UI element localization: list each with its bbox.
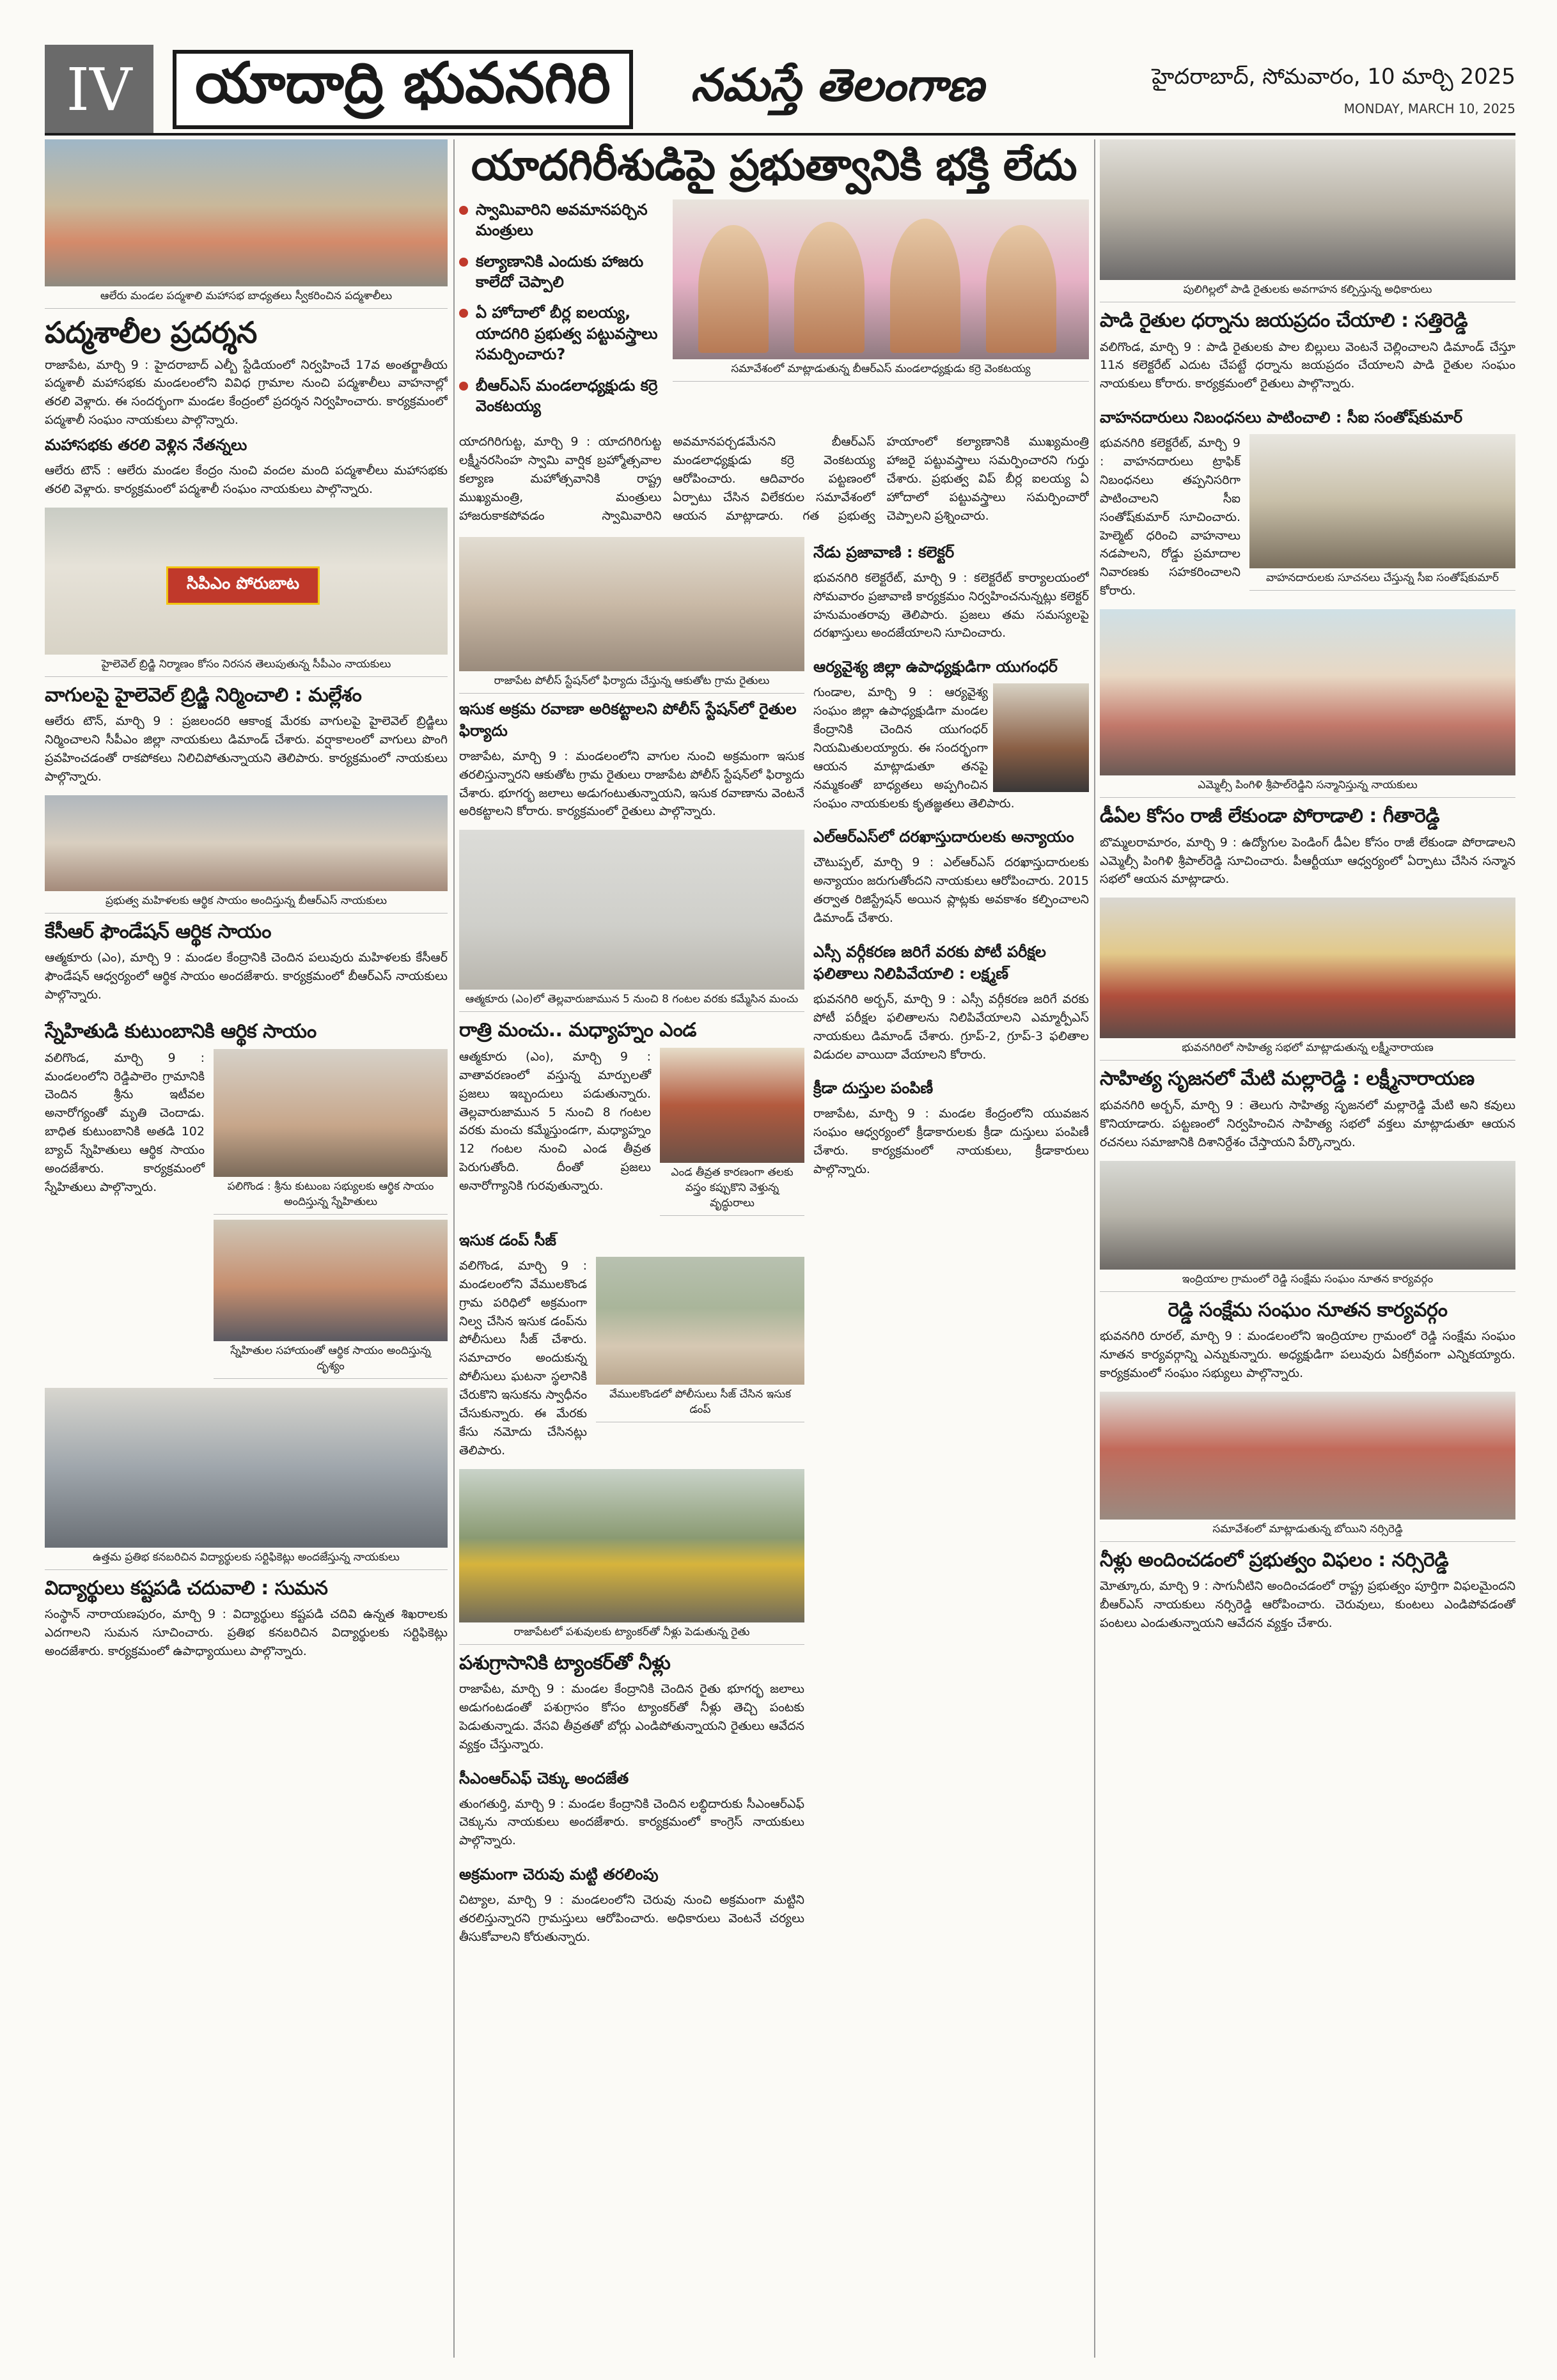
photo-students [45,1388,448,1548]
person-figure [890,219,960,353]
photo-caption: సమావేశంలో మాట్లాడుతున్న బోయిని నర్సిరెడ్డి [1100,1520,1515,1542]
column-left [45,139,448,2358]
photo-aid [45,795,448,891]
photo-protest [45,508,448,655]
article-body: భువనగిరి రూరల్, మార్చి 9 : మండలంలోని ఇంద్రియాల గ్రామంలో రెడ్డి సంక్షేమ సంఘం నూతన కార్యవర్గాన్ని ఎన్నుకున్నారు. అధ్యక్షుడిగా పలువురు ఏకగ్రీవంగా ఎన్నికయ్యారు. కార్యక్రమంలో సంఘం సభ్యులు పాల్గొన్నారు. [1100,1329,1515,1380]
headline: విద్యార్థులు కష్టపడి చదువాలి : సుమన [45,1576,328,1599]
story-sand-seize [459,1225,804,1460]
subheadline: మహాసభకు తరలి వెళ్లిన నేతన్నలు [45,436,247,455]
edition-title: యాదాద్రి భువనగిరి [173,50,633,129]
story-students [45,1388,448,1661]
story-friend-aid [45,1013,448,1379]
column-right [1100,139,1515,2358]
lead-headline: యాదగిరీశుడిపై ప్రభుత్వానికి భక్తి లేదు [471,141,1077,190]
photo-fog [459,830,804,990]
bullet-item: స్వామివారిని అవమానపర్చిన మంత్రులు [459,199,664,241]
story-traffic [1100,402,1515,600]
column-center [459,139,1089,2358]
masthead [45,45,1515,134]
article-body: బొమ్మలరామారం, మార్చి 9 : ఉద్యోగుల పెండింగ్ డీఏల కోసం రాజీ లేకుండా పోరాడాలని ఎమ్మెల్సీ పింగిళి శ్రీపాల్‌రెడ్డి సూచించారు. పీఆర్టీయూ ఆధ్వర్యంలో ఏర్పాటు చేసిన సన్మాన సభలో ఆయన మాట్లాడారు. [1100,835,1515,887]
article-body: రాజాపేట, మార్చి 9 : హైదరాబాద్ ఎల్బీ స్టేడియంలో నిర్వహించే 17వ అంతర్జాతీయ పద్మశాలీ మహాసభకు మండలంలోని వివిధ గ్రామాల నుంచి పద్మశాలీలు వాహనాల్లో తరలి వెళ్లారు. ఈ సందర్భంగా మండల కేంద్రంలో ప్రదర్శన నిర్వహించారు. కార్యక్రమంలో పద్మశాలీ సంఘం నాయకులు పాల్గొన్నారు. [45,357,448,428]
masthead-rule [45,133,1515,136]
headline: పశుగ్రాసానికి ట్యాంకర్‌తో నీళ్లు [459,1651,671,1674]
headline: నేడు ప్రజావాణి : కలెక్టర్ [813,543,955,561]
photo-sand-dump [596,1257,804,1385]
story-da [1100,609,1515,889]
photo-caption: రాజాపేట పోలీస్ స్టేషన్‌లో ఫిర్యాదు చేస్తున్న ఆకుతోట గ్రామ రైతులు [459,671,804,694]
story-kcr-foundation [45,795,448,1004]
photo-caption: పులిగిల్లలో పాడి రైతులకు అవగాహన కల్పిస్తున్న అధికారులు [1100,280,1515,302]
lead-bullets [459,199,664,427]
photo-caption: స్నేహితుల సహాయంతో ఆర్థిక సాయం అందిస్తున్న దృశ్యం [214,1341,448,1379]
story-tanker [459,1469,804,1754]
page-number: IV [45,45,153,134]
headline: రెడ్డి సంక్షేమ సంఘం నూతన కార్యవర్గం [1168,1298,1448,1321]
date-english: MONDAY, MARCH 10, 2025 [1343,101,1515,116]
headline: సాహిత్య సృజనలో మేటి మల్లారెడ్డి : లక్ష్మీనారాయణ [1100,1068,1475,1091]
photo-caption: పలిగొండ : శ్రీను కుటుంబ సభ్యులకు ఆర్థిక సాయం అందిస్తున్న స్నేహితులు [214,1177,448,1215]
photo-caption: ఆలేరు మండల పద్మశాలి మహాసభ బాధ్యతలు స్వీకరించిన పద్మశాలీలు [45,286,448,309]
photo-group [1100,1161,1515,1270]
photo-police-station [459,537,804,671]
article-body: వలిగొండ, మార్చి 9 : పాడి రైతులకు పాల బిల్లులు వెంటనే చెల్లించాలని డిమాండ్ చేస్తూ 11న కలెక్టరేట్ ఎదుట చేపట్టే ధర్నాను జయప్రదం చేయాలని పాడి రైతుల సంఘం నాయకులు కోరారు. కార్యక్రమంలో రైతులు పాల్గొన్నారు. [1100,339,1515,391]
article-body: చౌటుప్పల్, మార్చి 9 : ఎల్ఆర్ఎస్ దరఖాస్తుదారులకు అన్యాయం జరుగుతోందని నాయకులు ఆరోపించారు. 2015 తర్వాత రిజిస్ట్రేషన్ అయిన ప్లాట్లకు అవకాశం కల్పించాలని డిమాండ్ చేశారు. [813,855,1089,926]
article-body: ఆలేరు టౌన్, మార్చి 9 : ప్రజలందరి ఆకాంక్ష మేరకు వాగులపై హైలెవెల్ బ్రిడ్జిలు నిర్మించాలని సీపీఎం జిల్లా నాయకులు డిమాండ్ చేశారు. వర్షాకాలంలో వాగులు పొంగి ప్రవహించడంతో రాకపోకలు నిలిచిపోతున్నాయని తెలిపారు. కార్యక్రమంలో నాయకులు పాల్గొన్నారు. [45,714,448,784]
photo-caption: ప్రభుత్వ మహిళలకు ఆర్థిక సాయం అందిస్తున్న బీఆర్ఎస్ నాయకులు [45,891,448,914]
story-padmashali [45,139,448,499]
bullet-item: కల్యాణానికి ఎందుకు హాజరు కాలేదో చెప్పాలి [459,251,664,293]
headline: సీఎంఆర్ఎఫ్ చెక్కు అందజేత [459,1769,629,1787]
photo-friends-group [214,1220,448,1341]
story-cmrf [459,1763,804,1851]
story-soil [459,1859,804,1947]
article-body: రాజాపేట, మార్చి 9 : మండల కేంద్రంలోని యువజన సంఘం ఆధ్వర్యంలో క్రీడాకారులకు క్రీడా దుస్తులు పంపిణీ చేశారు. కార్యక్రమంలో నాయకులు, క్రీడాకారులు పాల్గొన్నారు. [813,1107,1089,1177]
person-figure [698,225,769,353]
headline: క్రీడా దుస్తుల పంపిణీ [813,1079,934,1098]
paper-name: నమస్తే తెలంగాణ [691,59,984,111]
photo-elderly-woman [660,1048,804,1163]
photo-traffic [1249,434,1515,568]
date-telugu: హైదరాబాద్, సోమవారం, 10 మార్చి 2025 [1152,64,1515,89]
photo-dairy [1100,139,1515,280]
photo-caption: రాజాపేటలో పశువులకు ట్యాంకర్‌తో నీళ్లు పెడుతున్న రైతు [459,1622,804,1645]
story-literature [1100,898,1515,1151]
headline: అక్రమంగా చెరువు మట్టి తరలింపు [459,1865,659,1884]
headline: స్నేహితుడి కుటుంబానికి ఆర్థిక సాయం [45,1020,317,1043]
story-yugandhar [813,651,1089,813]
article-body: ఆత్మకూరు (ఎం), మార్చి 9 : మండల కేంద్రానికి చెందిన పలువురు మహిళలకు కేసీఆర్ ఫౌండేషన్ ఆధ్వర్యంలో ఆర్థిక సాయం అందజేశారు. కార్యక్రమంలో బీఆర్ఎస్ నాయకులు పాల్గొన్నారు. [45,951,448,1002]
photo-caption: భువనగిరిలో సాహిత్య సభలో మాట్లాడుతున్న లక్ష్మీనారాయణ [1100,1038,1515,1061]
article-body: తుంగతుర్తి, మార్చి 9 : మండల కేంద్రానికి చెందిన లబ్ధిదారుకు సీఎంఆర్ఎఫ్ చెక్కును నాయకులు అందజేశారు. కార్యక్రమంలో కాంగ్రెస్ నాయకులు పాల్గొన్నారు. [459,1796,804,1848]
headline: డీఏల కోసం రాజీ లేకుండా పోరాడాలి : గీతారెడ్డి [1100,805,1440,828]
photo-caption: సమావేశంలో మాట్లాడుతున్న బీఆర్ఎస్ మండలాధ్యక్షుడు కర్రె వెంకటయ్య [673,359,1089,382]
article-body: భువనగిరి అర్బన్, మార్చి 9 : తెలుగు సాహిత్య సృజనలో మల్లారెడ్డి మేటి అని కవులు కొనియాడారు. పట్టణంలో నిర్వహించిన సాహిత్య సభలో వక్తలు మాట్లాడుతూ ఆయన రచనలు సమాజానికి దిశానిర్దేశం చేస్తాయని పేర్కొన్నారు. [1100,1098,1515,1149]
article-body: భువనగిరి కలెక్టరేట్, మార్చి 9 : కలెక్టరేట్ కార్యాలయంలో సోమవారం ప్రజావాణి కార్యక్రమం నిర్వహించనున్నట్లు కలెక్టర్ హనుమంతరావు తెలిపారు. ప్రజలు తమ సమస్యలపై దరఖాస్తులు అందజేయాలని సూచించారు. [813,570,1089,641]
photo-caption: హైలెవెల్ బ్రిడ్జి నిర్మాణం కోసం నిరసన తెలుపుతున్న సీపీఎం నాయకులు [45,655,448,677]
lead-body: యాదగిరిగుట్ట, మార్చి 9 : యాదగిరిగుట్ట లక్ష్మీనరసింహ స్వామి వార్షిక బ్రహ్మోత్సవాల కల్యాణ మహోత్సవానికి రాష్ట్ర ముఖ్యమంత్రి, మంత్రులు హాజరుకాకపోవడం స్వామివారిని అవమానపర్చడమేనని బీఆర్ఎస్ మండలాధ్యక్షుడు కర్రె వెంకటయ్య ఆరోపించారు. ఆదివారం పట్టణంలో ఏర్పాటు చేసిన విలేకరుల సమావేశంలో ఆయన మాట్లాడారు. గత ప్రభుత్వ హయాంలో కల్యాణానికి ముఖ్యమంత్రి హాజరై పట్టువస్త్రాలు సమర్పించారని గుర్తు చేశారు. ప్రభుత్వ విప్ బీర్ల ఐలయ్య ఏ హోదాలో పట్టువస్త్రాలు సమర్పించారో చెప్పాలని ప్రశ్నించారు. [459,435,1089,523]
protest-banner: సిపిఎం పోరుబాట [166,566,320,605]
bullet-item: బీఆర్ఎస్ మండలాధ్యక్షుడు కర్రె వెంకటయ్య [459,375,664,417]
article-body: వలిగొండ, మార్చి 9 : మండలంలోని రెడ్డిపాలెం గ్రామానికి చెందిన శ్రీను ఇటీవల అనారోగ్యంతో మృతి చెందాడు. బాధిత కుటుంబానికి అతడి 102 బ్యాచ్ స్నేహితులు ఆర్థిక సాయం అందజేశారు. కార్యక్రమంలో స్నేహితులు పాల్గొన్నారు. [45,1050,205,1194]
article-body: భువనగిరి అర్బన్, మార్చి 9 : ఎస్సీ వర్గీకరణ జరిగే వరకు పోటీ పరీక్షల ఫలితాలను నిలిపివేయాలని ఎమ్మార్పీఎస్ నాయకులు డిమాండ్ చేశారు. గ్రూప్-2, గ్రూప్-3 ఫలితాల విడుదల వాయిదా వేయాలని కోరారు. [813,992,1089,1062]
photo-caption: ఇంద్రియాల గ్రామంలో రెడ్డి సంక్షేమ సంఘం నూతన కార్యవర్గం [1100,1270,1515,1292]
story-water [1100,1392,1515,1633]
photo-meeting [1100,1392,1515,1520]
photo-felicitation [1100,609,1515,775]
headline: ఆర్యవైశ్య జిల్లా ఉపాధ్యక్షుడిగా యుగంధర్ [813,658,1058,676]
column-divider [1094,139,1095,2358]
headline: ఎల్ఆర్ఎస్‌లో దరఖాస్తుదారులకు అన్యాయం [813,828,1074,846]
article-body: రాజాపేట, మార్చి 9 : మండల కేంద్రానికి చెందిన రైతు భూగర్భ జలాలు అడుగంటడంతో పశుగ్రాసం కోసం ట్యాంకర్‌తో నీళ్లు తెచ్చి పంటకు పెడుతున్నాడు. వేసవి తీవ్రతతో బోర్లు ఎండిపోతున్నాయని రైతులు ఆవేదన వ్యక్తం చేస్తున్నారు. [459,1682,804,1752]
person-figure [794,222,865,353]
headline: వాగులపై హైలెవెల్ బ్రిడ్జి నిర్మించాలి : మల్లేశం [45,683,362,706]
article-body: మోత్కూరు, మార్చి 9 : సాగునీటిని అందించడంలో రాష్ట్ర ప్రభుత్వం పూర్తిగా విఫలమైందని బీఆర్ఎస్ నాయకులు నర్సిరెడ్డి ఆరోపించారు. చెరువులు, కుంటలు ఎండిపోవడంతో పంటలు ఎండుతున్నాయని ఆవేదన వ్యక్తం చేశారు. [1100,1579,1515,1631]
story-dairy-farmers [1100,139,1515,393]
article-body: వలిగొండ, మార్చి 9 : మండలంలోని వేములకొండ గ్రామ పరిధిలో అక్రమంగా నిల్వ చేసిన ఇసుక డంప్‌ను పోలీసులు సీజ్ చేశారు. సమాచారం అందుకున్న పోలీసులు ఘటనా స్థలానికి చేరుకొని ఇసుకను స్వాధీనం చేసుకున్నారు. ఈ మేరకు కేసు నమోదు చేసినట్లు తెలిపారు. [459,1258,587,1458]
article-body: రాజాపేట, మార్చి 9 : మండలంలోని వాగుల నుంచి అక్రమంగా ఇసుక తరలిస్తున్నారని ఆకుతోట గ్రామ రైతులు రాజాపేట పోలీస్ స్టేషన్‌లో ఫిర్యాదు చేశారు. భూగర్భ జలాలు అడుగంటుతున్నాయని, ఇసుక రవాణాను వెంటనే అరికట్టాలని కోరారు. కార్యక్రమంలో రైతులు పాల్గొన్నారు. [459,749,804,819]
article-body: సంస్థాన్ నారాయణపురం, మార్చి 9 : విద్యార్థులు కష్టపడి చదివి ఉన్నత శిఖరాలకు ఎదగాలని సుమన సూచించారు. ప్రతిభ కనబరిచిన విద్యార్థులకు సర్టిఫికెట్లు అందజేశారు. కార్యక్రమంలో ఉపాధ్యాయులు పాల్గొన్నారు. [45,1607,448,1659]
article-body: భువనగిరి కలెక్టరేట్, మార్చి 9 : వాహనదారులు ట్రాఫిక్ నిబంధనలు తప్పనిసరిగా పాటించాలని సీఐ సంతోష్‌కుమార్ సూచించారు. హెల్మెట్ ధరించి వాహనాలు నడపాలని, రోడ్డు ప్రమాదాల నివారణకు సహకరించాలని కోరారు. [1100,436,1240,598]
headline: పాడి రైతుల ధర్నాను జయప్రదం చేయాలి : సత్తిరెడ్డి [1100,309,1468,332]
article-body: ఆత్మకూరు (ఎం), మార్చి 9 : వాతావరణంలో వస్తున్న మార్పులతో ప్రజలు ఇబ్బందులు పడుతున్నారు. తెల్లవారుజామున 5 నుంచి 8 గంటల వరకు మంచు కమ్మేస్తుండగా, మధ్యాహ్నం 12 గంటల నుంచి ఎండ తీవ్రత పెరుగుతోంది. దీంతో ప్రజలు అనారోగ్యానికి గురవుతున్నారు. [459,1049,651,1194]
column-divider [453,139,455,2358]
photo-tanker [459,1469,804,1622]
story-sc-classification [813,937,1089,1064]
article-body: ఆలేరు టౌన్ : ఆలేరు మండల కేంద్రం నుంచి వందల మంది పద్మశాలీలు మహాసభకు తరలి వెళ్లారు. కార్యక్రమంలో పద్మశాలీ సంఘం నాయకులు పాల్గొన్నారు. [45,463,448,496]
photo-rally [45,139,448,286]
headline: వాహనదారులు నిబంధనలు పాటించాలి : సీఐ సంతోష్‌కుమార్ [1100,408,1463,427]
photo-portrait [993,683,1089,792]
photo-caption: ఉత్తమ ప్రతిభ కనబరిచిన విద్యార్థులకు సర్టిఫికెట్లు అందజేస్తున్న నాయకులు [45,1548,448,1570]
photo-friends-aid [214,1049,448,1177]
article-body: గుండాల, మార్చి 9 : ఆర్యవైశ్య సంఘం జిల్లా ఉపాధ్యక్షుడిగా మండల కేంద్రానికి చెందిన యుగంధర్ నియమితులయ్యారు. ఈ సందర్భంగా ఆయన మాట్లాడుతూ తనపై నమ్మకంతో బాధ్యతలు అప్పగించిన సంఘం నాయకులకు కృతజ్ఞతలు తెలిపారు. [813,685,1015,811]
photo-caption: ఆత్మకూరు (ఎం)లో తెల్లవారుజామున 5 నుంచి 8 గంటల వరకు కమ్మేసిన మంచు [459,990,804,1012]
headline: రాత్రి మంచు.. మధ్యాహ్నం ఎండ [459,1019,696,1042]
story-sand-complaint [459,537,804,821]
photo-caption: వాహనదారులకు సూచనలు చేస్తున్న సీఐ సంతోష్‌కుమార్ [1249,568,1515,591]
photo-caption: ఎమ్మెల్సీ పింగిళి శ్రీపాల్‌రెడ్డిని సన్మానిస్తున్న నాయకులు [1100,775,1515,798]
photo-press-meet [673,199,1089,359]
story-fog [459,830,804,1216]
headline: నీళ్లు అందించడంలో ప్రభుత్వం విఫలం : నర్సిరెడ్డి [1100,1548,1449,1571]
photo-stage [1100,898,1515,1038]
headline: కేసీఆర్ ఫౌండేషన్ ఆర్థిక సాయం [45,920,271,943]
person-figure [986,225,1056,353]
story-prajavani [813,537,1089,643]
story-bridge [45,508,448,786]
story-sports-dress [813,1073,1089,1179]
story-reddy-sangham [1100,1161,1515,1383]
article-body: చిట్యాల, మార్చి 9 : మండలంలోని చెరువు నుంచి అక్రమంగా మట్టిని తరలిస్తున్నారని గ్రామస్తులు ఆరోపించారు. అధికారులు వెంటనే చర్యలు తీసుకోవాలని కోరుతున్నారు. [459,1893,804,1944]
headline: ఇసుక అక్రమ రవాణా అరికట్టాలని పోలీస్ స్టేషన్‌లో రైతుల ఫిర్యాదు [459,699,797,740]
photo-caption: ఎండ తీవ్రత కారణంగా తలకు వస్త్రం కప్పుకొని వెళ్తున్న వృద్ధురాలు [660,1163,804,1216]
headline: ఇసుక డంప్ సీజ్ [459,1231,556,1249]
story-lrs [813,821,1089,928]
photo-caption: వేములకొండలో పోలీసులు సీజ్ చేసిన ఇసుక డంప్ [596,1385,804,1422]
headline: పద్మశాలీల ప్రదర్శన [45,315,257,350]
dateline [1152,64,1515,116]
bullet-item: ఏ హోదాలో బీర్ల ఐలయ్య, యాదగిరి ప్రభుత్వ పట్టువస్త్రాలు సమర్పించారు? [459,302,664,364]
headline: ఎస్సీ వర్గీకరణ జరిగే వరకు పోటీ పరీక్షల ఫలితాలు నిలిపివేయాలి : లక్ష్మణ్ [813,942,1046,983]
